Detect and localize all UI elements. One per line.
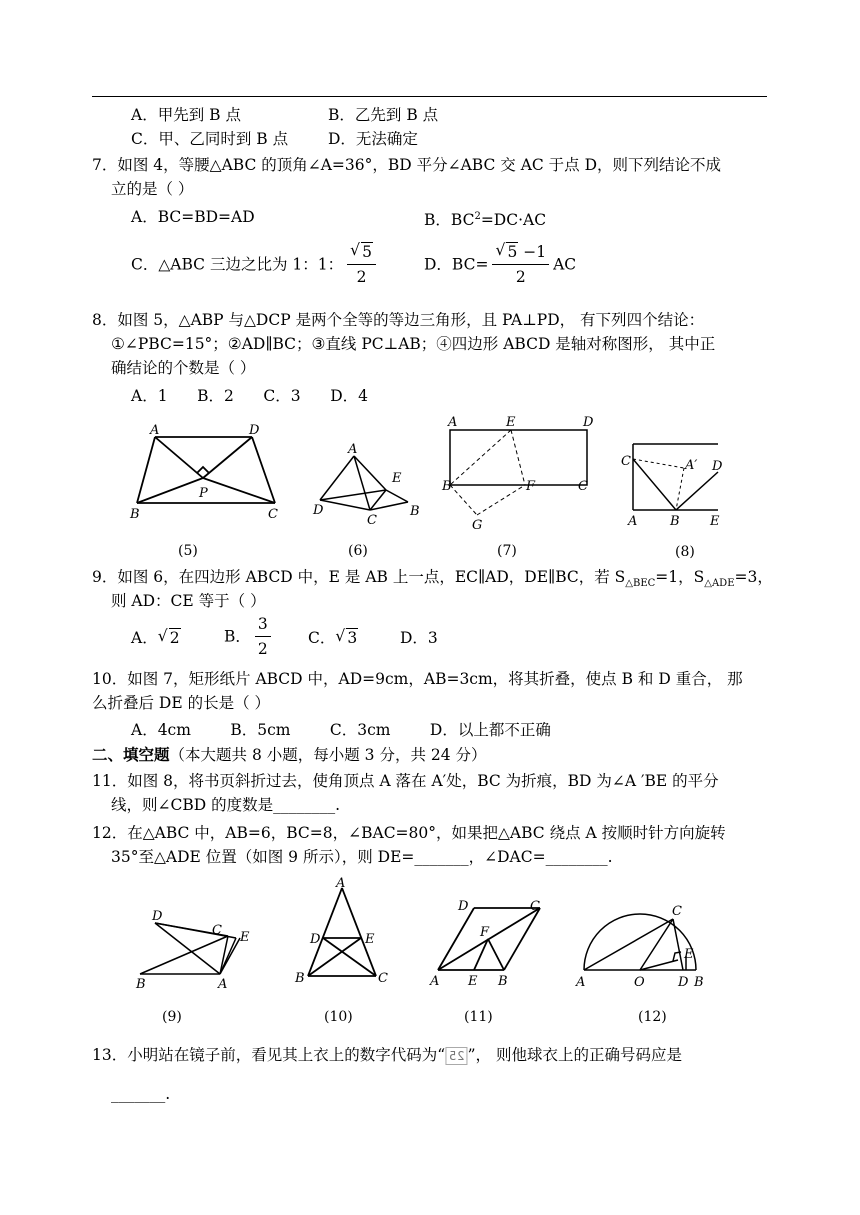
caption: (6) bbox=[348, 543, 368, 559]
label-e: E bbox=[506, 415, 516, 430]
q8-stem-line2: ①∠PBC=15°；②AD∥BC；③直线 PC⊥AB；④四边形 ABCD 是轴对称图形， 其中正 bbox=[111, 335, 716, 353]
label-c: C bbox=[578, 479, 588, 494]
q7-stem-line2: 立的是（ ） bbox=[111, 180, 194, 198]
fraction: $\frac{3}{2}$ bbox=[255, 612, 271, 661]
q7-option-d: D．BC= √ $\frac{5 -1}{2}$ AC bbox=[424, 240, 576, 289]
figure-7 bbox=[440, 412, 600, 560]
figure-12 bbox=[570, 898, 720, 1031]
label-c: C bbox=[530, 899, 540, 914]
label-b: B bbox=[498, 974, 508, 989]
label-c: C bbox=[212, 923, 222, 938]
figure-6 bbox=[310, 440, 430, 560]
label-b: B bbox=[136, 977, 146, 992]
label-d: D bbox=[152, 909, 163, 924]
label-d: D bbox=[310, 932, 321, 947]
q10-stem-line1: 10．如图 7，矩形纸片 ABCD 中，AD=9cm，AB=3cm，将其折叠，使点 B 和 D 重合， 那 bbox=[92, 670, 743, 688]
fraction: √ $\frac{5}{2}$ bbox=[347, 240, 376, 289]
header-rule bbox=[92, 96, 767, 97]
q12-stem-line1: 12．在△ABC 中，AB=6，BC=8，∠BAC=80°，如果把△ABC 绕点 A 按顺时针方向旋转 bbox=[92, 824, 726, 842]
label-c: C bbox=[378, 971, 388, 986]
figure-11 bbox=[426, 893, 556, 1031]
label-g: G bbox=[472, 518, 483, 533]
label-d: D bbox=[458, 899, 469, 914]
q6-option-c: C．甲、乙同时到 B 点 bbox=[131, 130, 289, 148]
figure-5 bbox=[120, 415, 290, 560]
label-d: D bbox=[313, 503, 324, 518]
fraction: √ $\frac{5 -1}{2}$ bbox=[492, 240, 549, 289]
label-d: D bbox=[249, 423, 260, 438]
label-b: B bbox=[130, 507, 140, 522]
q8-stem-line3: 确结论的个数是（ ） bbox=[111, 359, 256, 377]
q7-option-a: A．BC=BD=AD bbox=[131, 208, 255, 226]
label-d: D bbox=[712, 459, 723, 474]
label-a: A bbox=[628, 514, 638, 529]
caption: (9) bbox=[162, 1009, 182, 1025]
label-c: C bbox=[268, 507, 278, 522]
label-e: E bbox=[365, 932, 375, 947]
caption: (7) bbox=[497, 543, 517, 559]
q13-stem-line2: _______. bbox=[111, 1085, 171, 1103]
label-d: D bbox=[678, 975, 689, 990]
q6-option-a: A．甲先到 B 点 bbox=[131, 106, 241, 124]
q9-option-d: D．3 bbox=[400, 629, 438, 647]
label-e: E bbox=[468, 974, 478, 989]
label-c: C bbox=[367, 513, 377, 528]
q8-options: A．1 B．2 C．3 D．4 bbox=[131, 387, 369, 405]
label-d: D bbox=[583, 415, 594, 430]
label-a: A bbox=[336, 876, 346, 891]
label-p: P bbox=[199, 486, 208, 501]
caption: (10) bbox=[324, 1009, 353, 1025]
caption: (12) bbox=[638, 1009, 667, 1025]
label-b: B bbox=[694, 975, 704, 990]
label-a: A bbox=[348, 442, 358, 457]
figure-8 bbox=[618, 436, 728, 560]
label-e: E bbox=[240, 930, 250, 945]
label-e: E bbox=[684, 947, 694, 962]
caption: (5) bbox=[178, 543, 198, 559]
label-e: E bbox=[392, 471, 402, 486]
label-f: F bbox=[526, 479, 536, 494]
q9-stem-line1: 9．如图 6，在四边形 ABCD 中，E 是 AB 上一点，EC∥AD，DE∥BC，若 $S_{\triangle BEC}=1$，$S_{\triangle ADE}=3$， bbox=[92, 568, 773, 590]
label-a: A bbox=[576, 975, 586, 990]
label-o: O bbox=[634, 975, 645, 990]
q11-stem-line1: 11．如图 8，将书页斜折过去，使角顶点 A 落在 A′处，BC 为折痕，BD 为∠A ′BE 的平分 bbox=[92, 772, 719, 790]
q9-stem-line2: 则 AD：CE 等于（ ） bbox=[111, 592, 266, 610]
label-b: B bbox=[295, 971, 305, 986]
label-b: B bbox=[670, 514, 680, 529]
q11-stem-line2: 线，则∠CBD 的度数是________. bbox=[111, 796, 341, 814]
q9-option-c: C．√ 3 bbox=[308, 627, 358, 649]
q7-stem-line1: 7．如图 4，等腰△ABC 的顶角∠A=36°，BD 平分∠ABC 交 AC 于点 D，则下列结论不成 bbox=[92, 156, 722, 174]
label-a: A bbox=[448, 415, 458, 430]
q13-stem-line1: 13．小明站在镜子前，看见其上衣上的数字代码为“ 25 ”， 则他球衣上的正确号码应是 bbox=[92, 1046, 682, 1064]
label-a: A bbox=[430, 974, 440, 989]
q7-option-b: B．$BC^2=DC\cdot AC$ bbox=[424, 211, 547, 230]
q10-options: A．4cm B．5cm C．3cm D．以上都不正确 bbox=[131, 721, 551, 739]
label-a: A bbox=[218, 977, 228, 992]
label-e: E bbox=[710, 514, 720, 529]
q9-option-a: A．√ 2 bbox=[131, 627, 181, 649]
section-2-heading: 二、填空题（本大题共 8 小题，每小题 3 分，共 24 分） bbox=[92, 745, 487, 764]
figure-10 bbox=[290, 876, 390, 1031]
q6-option-b: B．乙先到 B 点 bbox=[328, 106, 439, 124]
label-b: B bbox=[410, 504, 420, 519]
mirrored-digits: 25 bbox=[445, 1047, 467, 1065]
label-f: F bbox=[480, 925, 490, 940]
label-c: C bbox=[621, 454, 631, 469]
label-a-prime: A′ bbox=[685, 458, 698, 473]
q12-stem-line2: 35°至△ADE 位置（如图 9 所示），则 DE=_______，∠DAC=________. bbox=[111, 848, 613, 866]
caption: (11) bbox=[464, 1009, 493, 1025]
label-a: A bbox=[150, 423, 160, 438]
q9-option-b: B． $\frac{3}{2}$ bbox=[224, 612, 275, 661]
label-b: B bbox=[442, 479, 452, 494]
q8-stem-line1: 8．如图 5，△ABP 与△DCP 是两个全等的等边三角形，且 PA⊥PD， 有下列四个结论： bbox=[92, 311, 705, 329]
q10-stem-line2: 么折叠后 DE 的长是（ ） bbox=[92, 694, 271, 712]
q7-option-c: C．△ABC 三边之比为 1：1： √ $\frac{5}{2}$ bbox=[131, 240, 380, 289]
caption: (8) bbox=[675, 544, 695, 560]
label-c: C bbox=[672, 904, 682, 919]
figure-9 bbox=[128, 905, 258, 1030]
q6-option-d: D．无法确定 bbox=[328, 130, 418, 148]
